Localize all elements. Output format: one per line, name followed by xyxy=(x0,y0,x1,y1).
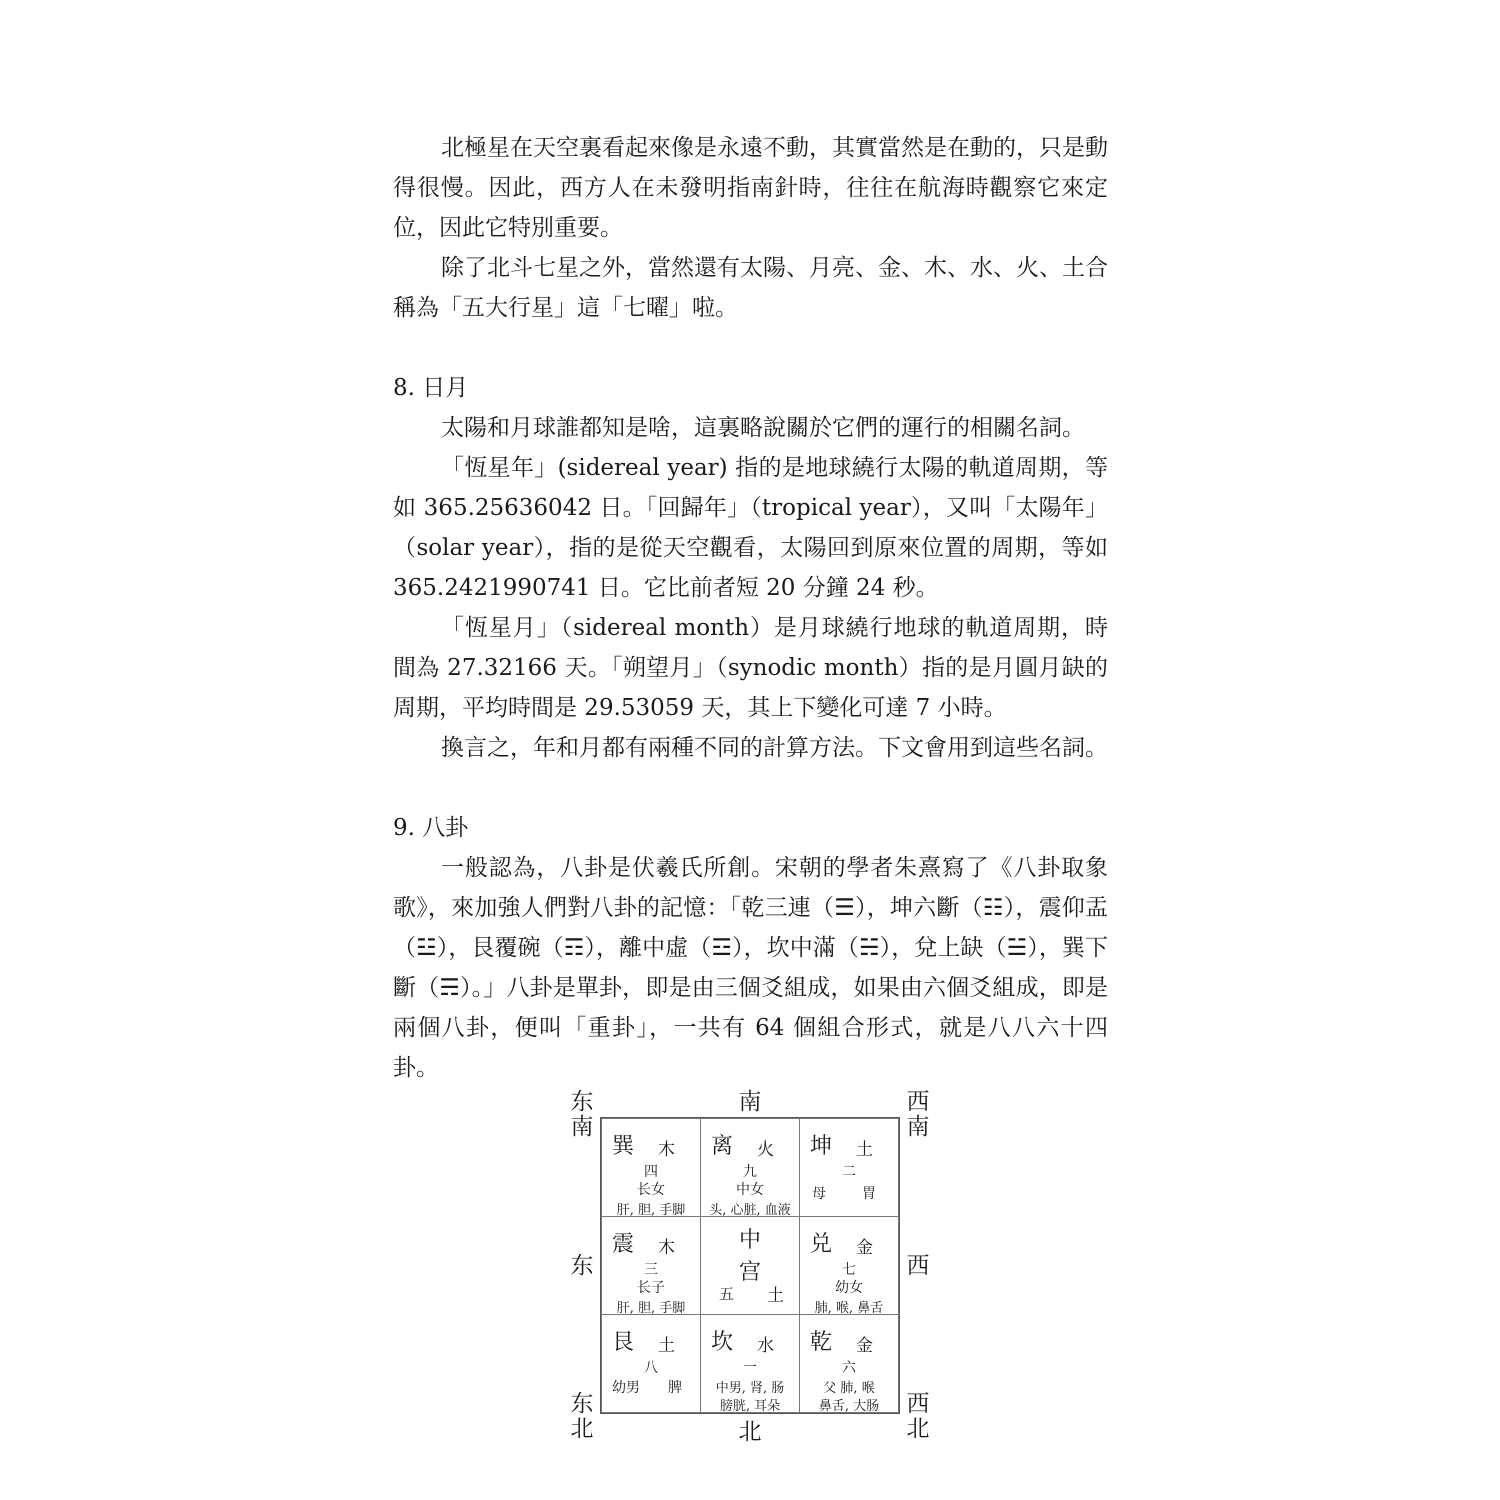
bagua-diagram xyxy=(562,1086,942,1446)
paragraph: 「恆星年」(sidereal year) 指的是地球繞行太陽的軌道周期，等如 365.25636042 日。「回歸年」（tropical year），又叫「太陽年」（solar year），指的是從天空觀看，太陽回到原來位置的周期，等如 365.2421990741 日。它比前者短 20 分鐘 24 秒。 xyxy=(393,455,1108,601)
trigram-name: 艮 xyxy=(612,1330,635,1355)
organs: 肝, 胆, 手脚 xyxy=(616,1203,686,1218)
cell-kun xyxy=(799,1118,899,1217)
cell-li xyxy=(700,1118,800,1217)
number: 二 xyxy=(842,1164,856,1180)
center-label-1: 中 xyxy=(738,1228,761,1253)
organs-line-2: 膀胱, 耳朵 xyxy=(719,1399,781,1414)
element: 木 xyxy=(658,1140,675,1160)
center-label-2: 宫 xyxy=(738,1260,761,1285)
page-text xyxy=(393,128,1108,1088)
organs: 脾 xyxy=(668,1380,682,1396)
trigram-name: 离 xyxy=(711,1134,734,1159)
cell-zhen xyxy=(601,1216,701,1315)
element: 金 xyxy=(856,1336,873,1356)
paragraph: 換言之，年和月都有兩種不同的計算方法。下文會用到這些名詞。 xyxy=(441,735,1108,761)
number: 七 xyxy=(842,1262,856,1278)
number: 五 xyxy=(719,1285,735,1303)
role: 幼男 xyxy=(612,1380,640,1396)
trigram-name: 坤 xyxy=(810,1134,833,1159)
direction-northwest: 西 北 xyxy=(906,1391,930,1442)
cell-center xyxy=(700,1216,800,1315)
role: 中女 xyxy=(736,1182,764,1198)
organs: 肺, 喉, 鼻舌 xyxy=(814,1301,884,1316)
section-heading: 9. 八卦 xyxy=(393,815,469,841)
direction-northeast: 东 北 xyxy=(570,1391,594,1442)
element: 土 xyxy=(767,1286,784,1306)
organs: 头, 心脏, 血液 xyxy=(709,1203,791,1218)
role: 长子 xyxy=(637,1280,665,1296)
direction-southeast: 东 南 xyxy=(570,1089,594,1140)
number: 九 xyxy=(743,1164,757,1180)
paragraph: 一般認為，八卦是伏羲氏所創。宋朝的學者朱熹寫了《八卦取象歌》，來加強人們對八卦的記憶：「乾三連（☰），坤六斷（☷），震仰盂（☳），艮覆碗（☶），離中虛（☲），坎中滿（☵），兌上缺（☱），巽下斷（☴）。」八卦是單卦，即是由三個爻組成，如果由六個爻組成，即是兩個八卦，便叫「重卦」，一共有 64 個組合形式，就是八八六十四卦。 xyxy=(393,855,1108,1081)
organs: 胃 xyxy=(862,1186,876,1202)
element: 土 xyxy=(856,1140,873,1160)
role: 幼女 xyxy=(835,1280,863,1296)
paragraph: 「恆星月」（sidereal month）是月球繞行地球的軌道周期，時間為 27.32166 天。「朔望月」（synodic month）指的是月圓月缺的周期，平均時間是 29.53059 天，其上下變化可達 7 小時。 xyxy=(393,615,1108,721)
cell-gen xyxy=(601,1314,701,1413)
element: 土 xyxy=(658,1336,675,1356)
cell-dui xyxy=(799,1216,899,1315)
paragraph: 太陽和月球誰都知是啥，這裏略說關於它們的運行的相關名詞。 xyxy=(441,415,1085,441)
element: 金 xyxy=(856,1238,873,1258)
trigram-name: 兑 xyxy=(810,1232,833,1257)
role: 母 xyxy=(812,1186,826,1202)
organs-line-1: 中男, 肾, 肠 xyxy=(715,1381,785,1396)
element: 木 xyxy=(658,1238,675,1258)
cell-kan xyxy=(700,1314,800,1413)
trigram-name: 震 xyxy=(612,1232,635,1257)
paragraph: 北極星在天空裏看起來像是永遠不動，其實當然是在動的，只是動得很慢。因此，西方人在未發明指南針時，往往在航海時觀察它來定位，因此它特別重要。 xyxy=(393,135,1108,241)
direction-north: 北 xyxy=(738,1419,762,1445)
cell-qian xyxy=(799,1314,899,1413)
number: 六 xyxy=(842,1360,856,1376)
role: 长女 xyxy=(637,1182,665,1198)
number: 八 xyxy=(644,1360,658,1376)
number: 四 xyxy=(644,1164,658,1180)
bagua-grid xyxy=(600,1117,900,1414)
section-heading: 8. 日月 xyxy=(393,375,469,401)
trigram-name: 坎 xyxy=(711,1330,734,1355)
organs-line-1: 父 肺, 喉 xyxy=(823,1381,875,1396)
number: 三 xyxy=(644,1262,658,1278)
trigram-name: 乾 xyxy=(810,1330,833,1355)
organs-line-2: 鼻舌, 大肠 xyxy=(818,1399,880,1414)
direction-east: 东 xyxy=(570,1253,594,1279)
cell-xun xyxy=(601,1118,701,1217)
paragraph: 除了北斗七星之外，當然還有太陽、月亮、金、木、水、火、土合稱為「五大行星」這「七曜」啦。 xyxy=(393,255,1108,321)
number: 一 xyxy=(743,1360,757,1376)
direction-southwest: 西 南 xyxy=(906,1089,930,1140)
trigram-name: 巽 xyxy=(612,1134,635,1159)
organs: 肝, 胆, 手脚 xyxy=(616,1301,686,1316)
direction-south: 南 xyxy=(738,1089,762,1115)
element: 水 xyxy=(757,1336,774,1356)
element: 火 xyxy=(757,1140,774,1160)
direction-west: 西 xyxy=(906,1253,930,1279)
